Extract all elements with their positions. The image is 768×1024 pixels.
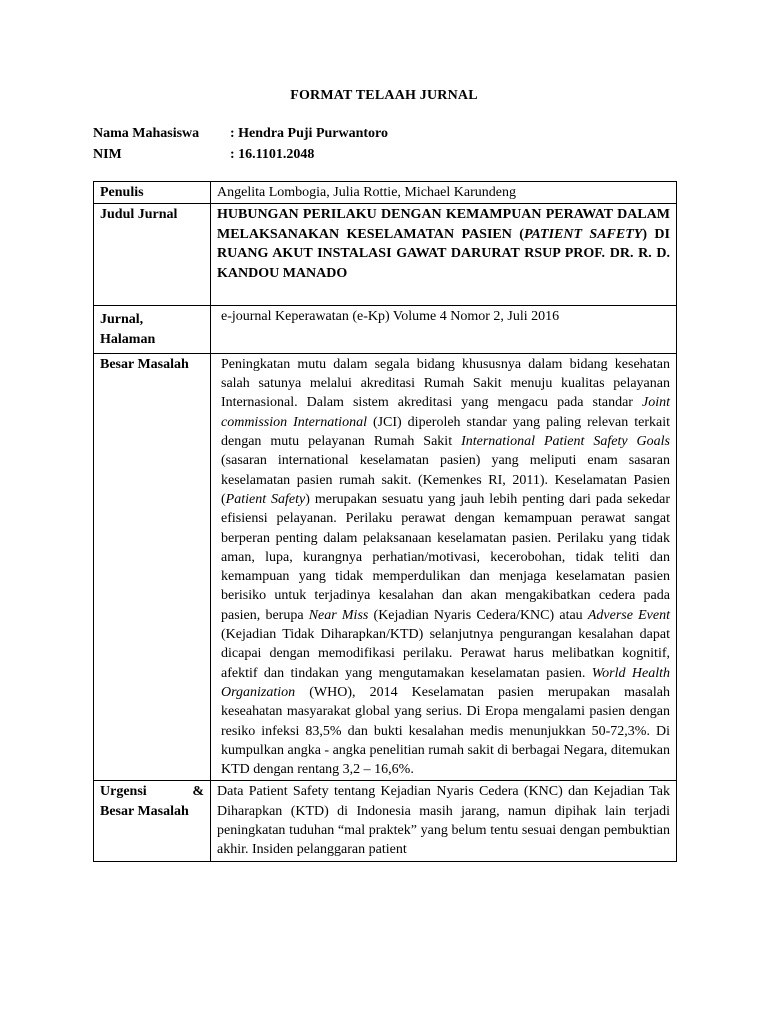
besar-masalah-paragraph <box>221 355 670 780</box>
student-nim-value: : 16.1101.2048 <box>230 147 315 162</box>
journal-title-italic: PATIENT SAFETY <box>523 226 643 242</box>
jurnal-label-line1: Jurnal, <box>100 312 144 328</box>
penulis-value: Angelita Lombogia, Julia Rottie, Michael Karundeng <box>211 182 677 204</box>
bm-text-7: (WHO), 2014 Keselamatan pasien merupakan masalah keseahatan masyarakat global yang serius. Di Eropa mengalami pasien dengan resiko infeksi 83,5% dan bukti kesalahan medis menunjukkan 50-72,3%. Di kumpulkan angka - angka penelitian rumah sakit di berbagai Negara, ditemukan KTD dengan rentang 3,2 – 16,6%. <box>221 684 671 778</box>
urgensi-label-word: Urgensi <box>100 784 147 800</box>
table-row <box>94 781 677 861</box>
journal-title-text <box>217 205 670 283</box>
student-nim-row <box>93 145 314 165</box>
urgensi-label-amp: & <box>192 784 204 800</box>
besar-masalah-label: Besar Masalah <box>94 353 211 781</box>
table-row <box>94 182 677 204</box>
table-row <box>94 306 677 354</box>
bm-italic-5: Adverse Event <box>587 607 670 623</box>
jurnal-value: e-journal Keperawatan (e-Kp) Volume 4 Nomor 2, Juli 2016 <box>211 306 677 354</box>
bm-text-3: (sasaran international keselamatan pasien) yang meliputi enam sasaran keselamatan pasien rumah sakit. (Kemenkes RI, 2011). Keselamatan Pasien ( <box>221 453 670 507</box>
jurnal-label-line2: Halaman <box>100 331 156 347</box>
journal-title-part1: HUBUNGAN PERILAKU DENGAN KEMAMPUAN PERAWAT DALAM MELAKSANAKAN KESELAMATAN PASIEN ( <box>217 207 670 242</box>
journal-title-part2: ) DI RUANG AKUT INSTALASI GAWAT DARURAT RSUP PROF. DR. R. D. KANDOU MANADO <box>217 226 670 281</box>
judul-value <box>211 204 677 306</box>
bm-italic-4: Near Miss <box>308 607 369 623</box>
table-row <box>94 353 677 781</box>
urgensi-label-line1 <box>100 782 204 801</box>
bm-text-6: (Kejadian Tidak Diharapkan/KTD) selanjutnya pengurangan kesalahan dapat dicapai dengan memodifikasi perilaku. Perawat harus melibatkan kognitif, afektif dan tindakan yang mengutamakan keselamatan pasien. <box>221 627 670 681</box>
journal-review-table <box>93 181 677 862</box>
bm-italic-2: International Patient Safety Goals <box>461 434 670 450</box>
table-row <box>94 204 677 306</box>
bm-text-2: (JCI) diperoleh standar yang paling relevan terkait dengan mutu pelayanan Rumah Sakit <box>221 414 670 450</box>
bm-italic-1: Joint commission International <box>221 395 670 430</box>
judul-label: Judul Jurnal <box>94 204 211 306</box>
student-name-label: Nama Mahasiswa <box>93 126 200 141</box>
bm-italic-6: World Health Organization <box>221 665 670 700</box>
penulis-label: Penulis <box>94 182 211 204</box>
document-title: FORMAT TELAAH JURNAL <box>290 88 478 103</box>
student-nim-label: NIM <box>93 147 122 162</box>
bm-text-5: (Kejadian Nyaris Cedera/KNC) atau <box>368 607 588 623</box>
student-name-row <box>93 124 388 144</box>
urgensi-label-line2: Besar Masalah <box>100 803 189 819</box>
urgensi-value: Data Patient Safety tentang Kejadian Nyaris Cedera (KNC) dan Kejadian Tak Diharapkan (KTD) di Indonesia masih jarang, namun dipihak lain terjadi peningkatan tuduhan “mal praktek” yang belum tentu sesuai dengan pembuktian akhir. Insiden pelanggaran patient <box>211 781 677 861</box>
student-name-value: : Hendra Puji Purwantoro <box>230 126 389 141</box>
bm-text-4: ) merupakan sesuatu yang jauh lebih penting dari pada sekedar efisiensi pelayanan. Perilaku perawat dengan kemampuan perawat sangat berperan penting dalam pelaksanaan keselamatan pasien. Perilaku yang tidak aman, lupa, kurangnya perhatian/motivasi, kecerobohan, tidak teliti dan kemampuan yang tidak memperdulikan dan menjaga keselamatan pasien berisiko untuk terjadinya kesalahan dan akan mengakibatkan cedera pada pasien, berupa <box>221 491 670 623</box>
bm-italic-3: Patient Safety <box>225 491 306 507</box>
urgensi-label <box>94 781 211 861</box>
jurnal-label <box>94 306 211 354</box>
besar-masalah-value <box>211 353 677 781</box>
bm-text-1: Peningkatan mutu dalam segala bidang khususnya dalam bidang kesehatan salah satunya melalui akreditasi Rumah Sakit menuju kualitas pelayanan Internasional. Dalam sistem akreditasi yang mengacu pada standar <box>221 356 670 411</box>
